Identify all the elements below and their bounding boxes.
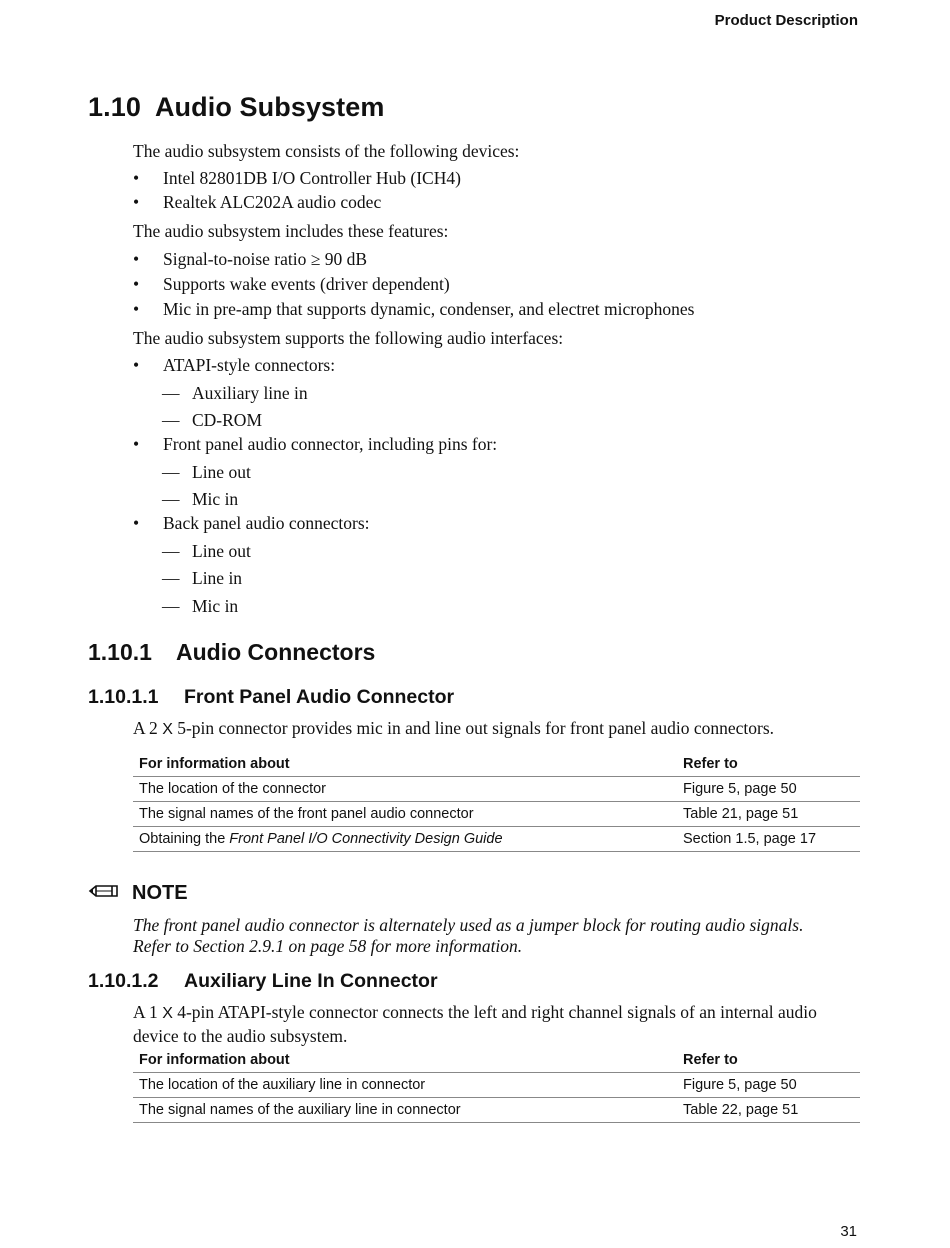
- sub-list-item-text: Line out: [192, 462, 251, 482]
- note-heading: [88, 882, 188, 905]
- table-row: [133, 802, 860, 827]
- list-item-text: Signal-to-noise ratio ≥ 90 dB: [163, 249, 368, 269]
- front-panel-reference-table: [133, 752, 860, 852]
- sub-list-item-text: CD-ROM: [192, 410, 263, 430]
- table-row: [133, 1073, 860, 1098]
- cell-about: [133, 827, 677, 852]
- list-item-text: Back panel audio connectors:: [163, 513, 370, 533]
- bullet-icon: •: [133, 434, 140, 454]
- sub-list-item-text: Mic in: [192, 489, 239, 509]
- note-line: Refer to Section 2.9.1 on page 58 for more information.: [133, 936, 523, 956]
- list-item-text: ATAPI-style connectors:: [163, 355, 336, 375]
- table-header-row: [133, 1048, 860, 1073]
- front-panel-title: Front Panel Audio Connector: [184, 686, 455, 708]
- aux-reference-table: [133, 1048, 860, 1123]
- dash-icon: —: [162, 541, 180, 561]
- aux-description: [133, 1001, 858, 1047]
- sub-list-item-text: Line out: [192, 541, 251, 561]
- cell-about: The signal names of the auxiliary line in connector: [133, 1098, 677, 1123]
- front-panel-number: 1.10.1.1: [88, 686, 159, 708]
- bullet-icon: •: [133, 249, 140, 269]
- dash-icon: —: [162, 383, 180, 403]
- desc-x: X: [162, 721, 173, 738]
- subsection-title: Audio Connectors: [176, 639, 376, 665]
- cell-about: The location of the auxiliary line in connector: [133, 1073, 677, 1098]
- bullet-icon: •: [133, 274, 140, 294]
- cell-about: The location of the connector: [133, 777, 677, 802]
- page-number: 31: [840, 1223, 857, 1240]
- sub-list-item-text: Mic in: [192, 596, 239, 616]
- running-header: Product Description: [714, 12, 858, 29]
- aux-heading: [88, 970, 438, 993]
- table-header-row: [133, 752, 860, 777]
- bullet-icon: •: [133, 168, 140, 188]
- bullet-icon: •: [133, 355, 140, 375]
- table-row: [133, 1098, 860, 1123]
- note-body: [133, 915, 853, 957]
- desc-text: A 2: [133, 718, 163, 738]
- dash-icon: —: [162, 410, 180, 430]
- table-row: [133, 827, 860, 852]
- dash-icon: —: [162, 462, 180, 482]
- intro-features: The audio subsystem includes these features:: [133, 221, 449, 241]
- cell-refer: Table 21, page 51: [677, 802, 860, 827]
- cell-refer: Section 1.5, page 17: [677, 827, 860, 852]
- column-header-about: For information about: [133, 1048, 677, 1073]
- desc-text: A 1: [133, 1002, 163, 1022]
- sub-list-item-text: Auxiliary line in: [192, 383, 308, 403]
- desc-text: 5-pin connector provides mic in and line out signals for front panel audio connectors.: [172, 718, 775, 738]
- cell-about-text: Obtaining the: [139, 831, 230, 847]
- intro-devices: The audio subsystem consists of the following devices:: [133, 141, 520, 161]
- list-item-text: Realtek ALC202A audio codec: [163, 192, 382, 212]
- list-item-text: Supports wake events (driver dependent): [163, 274, 450, 294]
- note-line: The front panel audio connector is alternately used as a jumper block for routing audio signals.: [133, 915, 804, 935]
- cell-refer: Table 22, page 51: [677, 1098, 860, 1123]
- column-header-about: For information about: [133, 752, 677, 777]
- cell-refer: Figure 5, page 50: [677, 777, 860, 802]
- front-panel-description: [133, 717, 774, 741]
- cell-about-italic: Front Panel I/O Connectivity Design Guide: [229, 831, 503, 847]
- column-header-refer: Refer to: [677, 1048, 860, 1073]
- desc-text: 4-pin ATAPI-style connector connects the left and right channel signals of an internal audio: [172, 1002, 817, 1022]
- intro-interfaces: The audio subsystem supports the following audio interfaces:: [133, 328, 564, 348]
- note-title: NOTE: [132, 882, 188, 904]
- bullet-icon: •: [133, 513, 140, 533]
- cell-about: The signal names of the front panel audio connector: [133, 802, 677, 827]
- list-item-text: Mic in pre-amp that supports dynamic, condenser, and electret microphones: [163, 299, 695, 319]
- subsection-heading: [88, 639, 375, 666]
- list-item-text: Front panel audio connector, including pins for:: [163, 434, 498, 454]
- sub-list-item-text: Line in: [192, 568, 243, 588]
- section-number: 1.10: [88, 92, 141, 122]
- aux-number: 1.10.1.2: [88, 970, 159, 992]
- desc-text: device to the audio subsystem.: [133, 1026, 348, 1046]
- section-title: [88, 92, 385, 123]
- dash-icon: —: [162, 489, 180, 509]
- pencil-icon: [88, 882, 120, 905]
- dash-icon: —: [162, 568, 180, 588]
- subsection-number: 1.10.1: [88, 639, 152, 665]
- list-item-text: Intel 82801DB I/O Controller Hub (ICH4): [163, 168, 461, 188]
- bullet-icon: •: [133, 299, 140, 319]
- front-panel-heading: [88, 686, 454, 709]
- section-title-text: Audio Subsystem: [154, 92, 385, 122]
- table-row: [133, 777, 860, 802]
- cell-refer: Figure 5, page 50: [677, 1073, 860, 1098]
- aux-title: Auxiliary Line In Connector: [184, 970, 438, 992]
- desc-x: X: [162, 1005, 173, 1022]
- dash-icon: —: [162, 596, 180, 616]
- column-header-refer: Refer to: [677, 752, 860, 777]
- bullet-icon: •: [133, 192, 140, 212]
